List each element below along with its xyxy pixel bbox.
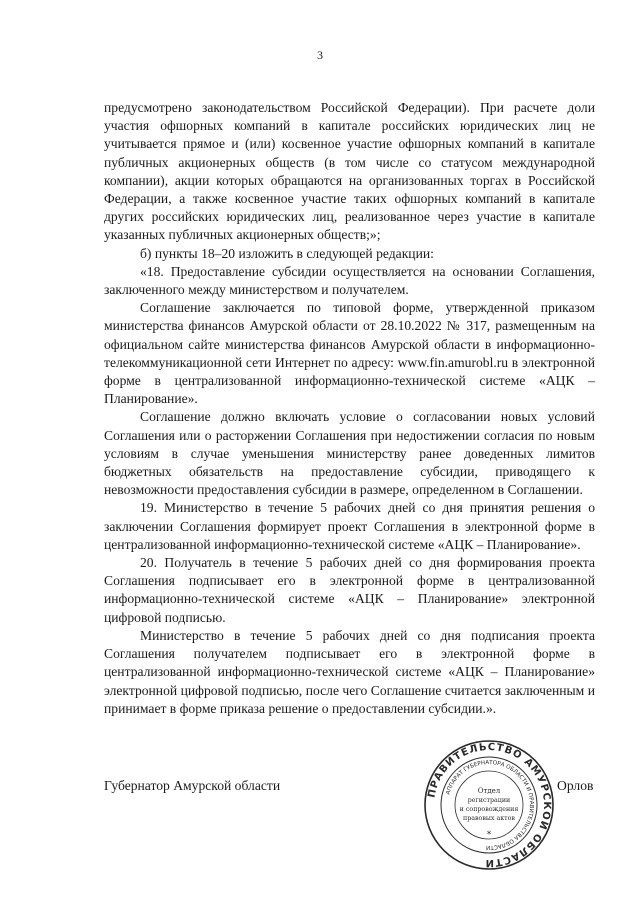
signature-name: Орлов [557, 778, 594, 793]
paragraph-6: 19. Министерство в течение 5 рабочих дней со дня принятия решения о заключении Соглашения формирует проект Соглашения в электронной форме в централизованной информационно-технической системе «АЦК – Планирование». [104, 500, 595, 552]
document-body [104, 99, 595, 718]
svg-text:Отдел: Отдел [477, 787, 501, 795]
paragraph-7: 20. Получатель в течение 5 рабочих дней со дня формирования проекта Соглашения подписывает его в электронной форме в централизованной информационно-технической системе «АЦК – Планирование» электронной цифровой подписью. [104, 555, 595, 625]
svg-text:регистрации: регистрации [467, 797, 511, 804]
svg-text:ПРАВИТЕЛЬСТВО АМУРСКОЙ ОБЛАСТИ: ПРАВИТЕЛЬСТВО АМУРСКОЙ ОБЛАСТИ [426, 741, 553, 869]
paragraph-3: «18. Предоставление субсидии осуществляется на основании Соглашения, заключенного между министерством и получателем. [104, 263, 595, 298]
page-number: 3 [317, 48, 323, 62]
svg-text:и сопровождения: и сопровождения [459, 806, 519, 813]
signature-title: Губернатор Амурской области [104, 778, 281, 793]
svg-text:правовых актов: правовых актов [463, 815, 515, 822]
paragraph-1: предусмотрено законодательством Российской Федерации). При расчете доли участия офшорных компаний в капитале российских юридических лиц не учитывается прямое и (или) косвенное участие офшорных компаний в капитале публичных акционерных обществ (в том числе со статусом международной компании), акции которых обращаются на организованных торгах в Российской Федерации, а также косвенное участие таких офшорных компаний в капитале других российских юридических лиц, реализованное через участие в капитале указанных публичных акционерных обществ;»; [104, 100, 595, 243]
paragraph-2: б) пункты 18–20 изложить в следующей редакции: [140, 245, 434, 261]
svg-text:АППАРАТ ГУБЕРНАТОРА ОБЛАСТИ И: АППАРАТ ГУБЕРНАТОРА ОБЛАСТИ И ПРАВИТЕЛЬСТВА ОБЛАСТИ [445, 759, 535, 851]
svg-text:*: * [486, 830, 492, 840]
paragraph-5: Соглашение должно включать условие о согласовании новых условий Соглашения или о расторжении Соглашения при недостижении согласия по новым условиям в случае уменьшения министерству ранее доведенных лимитов бюджетных обязательств на предоставление субсидии, приводящего к невозможности предоставления субсидии в размере, определенном в Соглашении. [104, 409, 595, 498]
paragraph-4: Соглашение заключается по типовой форме, утвержденной приказом министерства финансов Амурской области от 28.10.2022 № 317, размещенным на официальном сайте министерства финансов Амурской области в информационно-телекоммуникационной сети Интернет по адресу: www.fin.amurobl.ru в электронной форме в централизованной информационно-технической системе «АЦК – Планирование». [104, 300, 595, 407]
official-seal [422, 738, 556, 872]
paragraph-8: Министерство в течение 5 рабочих дней со дня подписания проекта Соглашения получателем подписывает его в электронной форме в централизованной информационно-технической системе «АЦК – Планирование» электронной цифровой подписью, после чего Соглашение считается заключенным и принимает в форме приказа решение о предоставлении субсидии.». [104, 627, 595, 716]
